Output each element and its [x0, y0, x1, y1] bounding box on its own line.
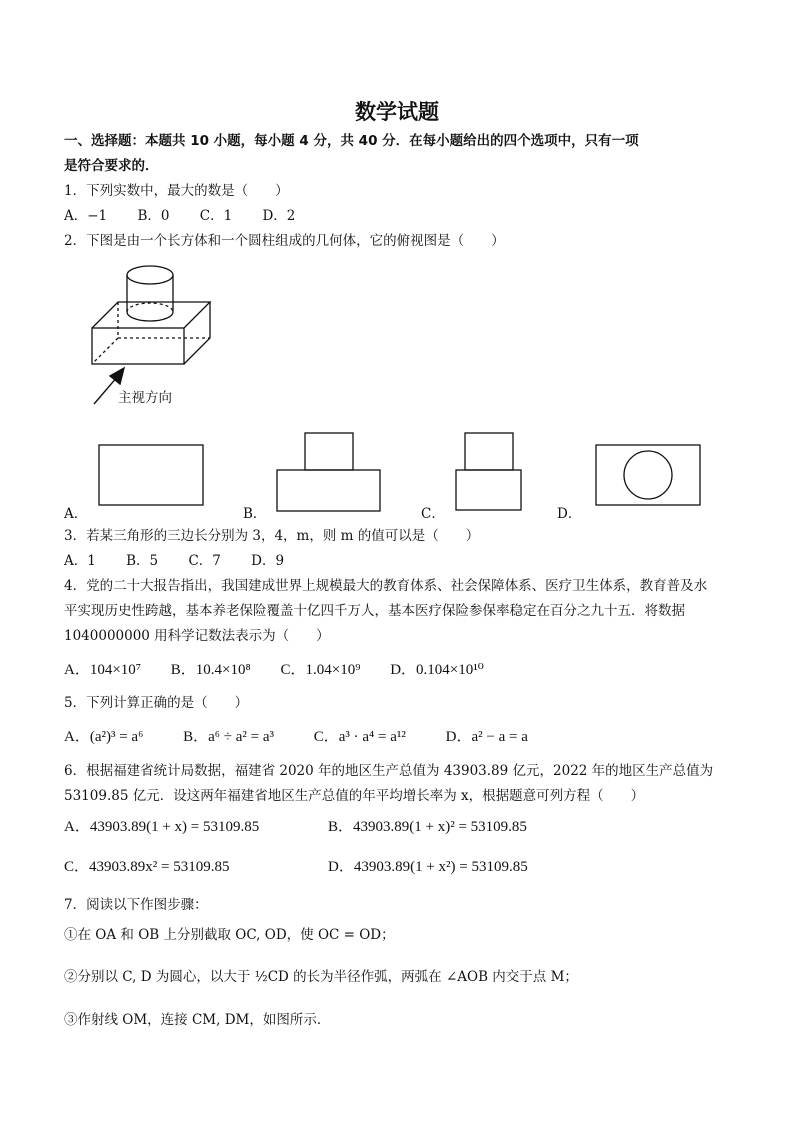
- q4-option-a: A．104×10⁷: [64, 662, 142, 678]
- q2-stem: 2．下图是由一个长方体和一个圆柱组成的几何体，它的俯视图是（ ）: [64, 233, 505, 249]
- q2-label-a: A．: [64, 506, 88, 522]
- q3-options: [64, 552, 310, 570]
- q2-label-b: B．: [243, 506, 267, 522]
- box-hidden-edges: [92, 302, 118, 364]
- q4-line2: 平实现历史性跨越，基本养老保险覆盖十亿四千万人，基本医疗保险参保率稳定在百分之九十五．将数据: [64, 603, 685, 619]
- q3-option-a: A．1: [64, 553, 96, 569]
- q7-stem: 7．阅读以下作图步骤：: [64, 897, 208, 913]
- q1-option-d: D．2: [262, 208, 296, 224]
- q1-stem: 1．下列实数中，最大的数是（ ）: [64, 183, 289, 199]
- q4-option-d: D．0.104×10¹⁰: [390, 662, 484, 678]
- q3-option-b: B．5: [126, 553, 159, 569]
- q1-option-a: A．−1: [64, 208, 108, 224]
- q5-option-c: C．a³ · a⁴ = a¹²: [313, 729, 406, 745]
- q6-line2: 53109.85 亿元．设这两年福建省地区生产总值的年平均增长率为 x，根据题意可列方程（ ）: [64, 788, 645, 804]
- box-top-face: [92, 302, 210, 328]
- q3-stem: 3．若某三角形的三边长分别为 3，4，m，则 m 的值可以是（ ）: [64, 528, 480, 544]
- q7-step1: ①在 OA 和 OB 上分别截取 OC, OD，使 OC = OD；: [64, 927, 395, 943]
- cylinder-top: [127, 266, 173, 284]
- option-b-view: [277, 433, 380, 511]
- q3-option-d: D．9: [251, 553, 285, 569]
- view-direction-label: 主视方向: [118, 390, 172, 406]
- section-heading-line2: 是符合要求的．: [64, 158, 159, 174]
- q4-options: [64, 661, 510, 679]
- q6-option-c: C．43903.89x² = 53109.85: [64, 859, 230, 875]
- option-d-view: [596, 445, 700, 505]
- q2-label-c: C．: [421, 506, 445, 522]
- q4-option-c: C．1.04×10⁹: [280, 662, 361, 678]
- q7-step2: ②分别以 C, D 为圆心，以大于 ½CD 的长为半径作弧，两弧在 ∠AOB 内交于点 M；: [64, 969, 578, 985]
- q5-options: [64, 728, 554, 746]
- q3-option-c: C．7: [188, 553, 221, 569]
- option-a-view: [99, 445, 203, 505]
- q5-stem: 5．下列计算正确的是（ ）: [64, 695, 249, 711]
- q4-line1: 4．党的二十大报告指出，我国建成世界上规模最大的教育体系、社会保障体系、医疗卫生体系，教育普及水: [64, 578, 708, 594]
- box-front-face: [92, 328, 184, 364]
- option-c-view: [456, 433, 521, 510]
- q6-option-a: A．43903.89(1 + x) = 53109.85: [64, 819, 260, 835]
- q6-line1: 6．根据福建省统计局数据，福建省 2020 年的地区生产总值为 43903.89 亿元，2022 年的地区生产总值为: [64, 763, 714, 779]
- q5-option-a: A．(a²)³ = a⁶: [64, 729, 144, 745]
- q4-option-b: B．10.4×10⁸: [170, 662, 251, 678]
- cylinder-bottom-back: [127, 303, 173, 312]
- section-heading-line1: 一、选择题：本题共 10 小题，每小题 4 分，共 40 分．在每小题给出的四个选项中，只有一项: [64, 133, 639, 149]
- cylinder-bottom-front: [127, 312, 173, 321]
- q2-label-d: D．: [557, 506, 582, 522]
- q6-option-d: D．43903.89(1 + x²) = 53109.85: [328, 859, 528, 875]
- q4-line3: 1040000000 用科学记数法表示为（ ）: [64, 628, 330, 644]
- q6-option-b: B．43903.89(1 + x)² = 53109.85: [328, 819, 527, 835]
- solid-figure: [92, 266, 210, 364]
- q1-option-b: B．0: [137, 208, 170, 224]
- q7-step3: ③作射线 OM，连接 CM, DM，如图所示．: [64, 1012, 331, 1028]
- q5-option-b: B．a⁶ ÷ a² = a³: [183, 729, 274, 745]
- page-title: 数学试题: [355, 100, 439, 124]
- q1-option-c: C．1: [199, 208, 233, 224]
- box-right-face: [184, 302, 210, 364]
- q5-option-d: D．a² − a = a: [445, 729, 528, 745]
